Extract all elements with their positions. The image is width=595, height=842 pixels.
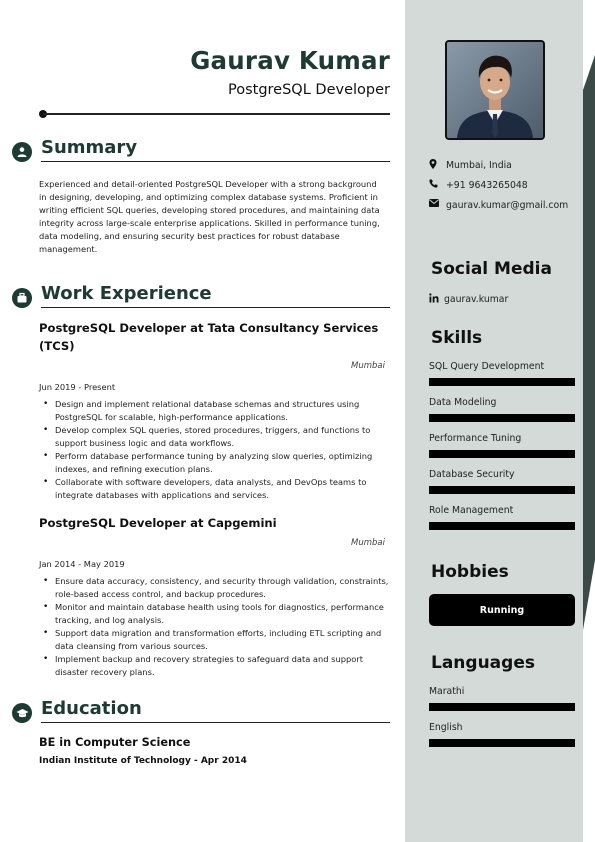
skill-label: Data Modeling <box>429 397 497 408</box>
contact-phone <box>429 178 570 193</box>
profile-photo <box>445 40 545 140</box>
skill-bar <box>429 378 575 386</box>
graduation-cap-icon <box>12 703 32 723</box>
candidate-name: Gaurav Kumar <box>190 46 390 75</box>
summary-heading: Summary <box>41 137 138 158</box>
job-bullet: • Ensure data accuracy, consistency, and security through validation, constraints, role-based access control, and backup procedures. <box>55 575 391 601</box>
summary-rule <box>41 161 390 162</box>
map-pin-icon <box>429 158 446 173</box>
sidebar-edge-decoration <box>583 0 595 842</box>
candidate-role: PostgreSQL Developer <box>228 82 390 98</box>
work-rule <box>41 307 390 308</box>
skill-bar <box>429 414 575 422</box>
education-degree: BE in Computer Science <box>39 736 191 749</box>
summary-text: Experienced and detail-oriented PostgreSQL Developer with a strong background in designing, developing, and optimizing complex database systems. Proficient in writing efficient SQL queries, developing stored procedures, and maintaining data integrity across large-scale enterprise applications. Skilled in performance tuning, data modeling, and ensuring security best practices for robust database management. <box>39 179 380 254</box>
skill-bar-fill <box>429 522 575 530</box>
job-bullet: • Monitor and maintain database health using tools for diagnostics, performance tracking, and log analysis. <box>55 601 391 627</box>
skill-bar-fill <box>429 450 575 458</box>
language-bar-fill <box>429 703 575 711</box>
job-bullet: • Collaborate with software developers, data analysts, and DevOps teams to integrate databases with applications and services. <box>55 476 391 502</box>
education-heading: Education <box>41 698 142 719</box>
job-bullet: • Design and implement relational database schemas and structures using PostgreSQL for scalable, high-performance applications. <box>55 398 391 424</box>
skill-bar <box>429 486 575 494</box>
job-location: Mumbai <box>351 361 385 371</box>
skill-label: SQL Query Development <box>429 361 545 372</box>
title-rule <box>43 113 390 115</box>
hobbies-heading: Hobbies <box>431 562 509 582</box>
skills-heading: Skills <box>431 328 483 348</box>
hobby-badge: Running <box>429 594 575 626</box>
language-label: Marathi <box>429 686 465 697</box>
briefcase-icon <box>12 288 32 308</box>
job-bullet: • Support data migration and transformation efforts, including ETL scripting and data cleansing from various sources. <box>55 627 391 653</box>
language-bar <box>429 703 575 711</box>
skill-label: Performance Tuning <box>429 433 522 444</box>
education-institution: Indian Institute of Technology - Apr 2014 <box>39 756 247 766</box>
skill-bar <box>429 522 575 530</box>
language-bar-fill <box>429 739 575 747</box>
social-linkedin <box>429 292 568 307</box>
contact-email <box>429 198 570 213</box>
skill-label: Role Management <box>429 505 514 516</box>
job-dates: Jun 2019 - Present <box>39 382 116 392</box>
job-bullet: • Implement backup and recovery strategies to safeguard data and support disaster recovery plans. <box>55 653 391 679</box>
language-label: English <box>429 722 463 733</box>
phone-icon <box>429 178 446 193</box>
job-title: PostgreSQL Developer at Tata Consultancy Services (TCS) <box>39 321 379 353</box>
contact-location <box>429 158 570 173</box>
skill-bar-fill <box>429 414 575 422</box>
job-dates: Jan 2014 - May 2019 <box>39 559 125 569</box>
email-link[interactable]: gaurav.kumar@gmail.com <box>446 200 569 211</box>
job-bullet: • Develop complex SQL queries, stored procedures, triggers, and functions to support business logic and data workflows. <box>55 424 391 450</box>
work-heading: Work Experience <box>41 283 212 304</box>
skill-bar-fill <box>429 486 575 494</box>
job-bullets <box>55 398 391 502</box>
skill-bar <box>429 450 575 458</box>
job-title: PostgreSQL Developer at Capgemini <box>39 516 277 530</box>
job-bullet: • Perform database performance tuning by analyzing slow queries, optimizing indexes, and refining execution plans. <box>55 450 391 476</box>
envelope-icon <box>429 198 446 213</box>
linkedin-icon <box>429 292 444 307</box>
education-rule <box>41 722 390 723</box>
job-location: Mumbai <box>351 538 385 548</box>
skill-bar-fill <box>429 378 575 386</box>
social-heading: Social Media <box>431 259 552 279</box>
phone-text: +91 9643265048 <box>446 180 528 191</box>
location-text: Mumbai, India <box>446 160 512 171</box>
skill-label: Database Security <box>429 469 515 480</box>
job-bullets <box>55 575 391 679</box>
languages-heading: Languages <box>431 653 535 673</box>
language-bar <box>429 739 575 747</box>
linkedin-link[interactable]: gaurav.kumar <box>444 294 509 305</box>
person-icon <box>12 142 32 162</box>
